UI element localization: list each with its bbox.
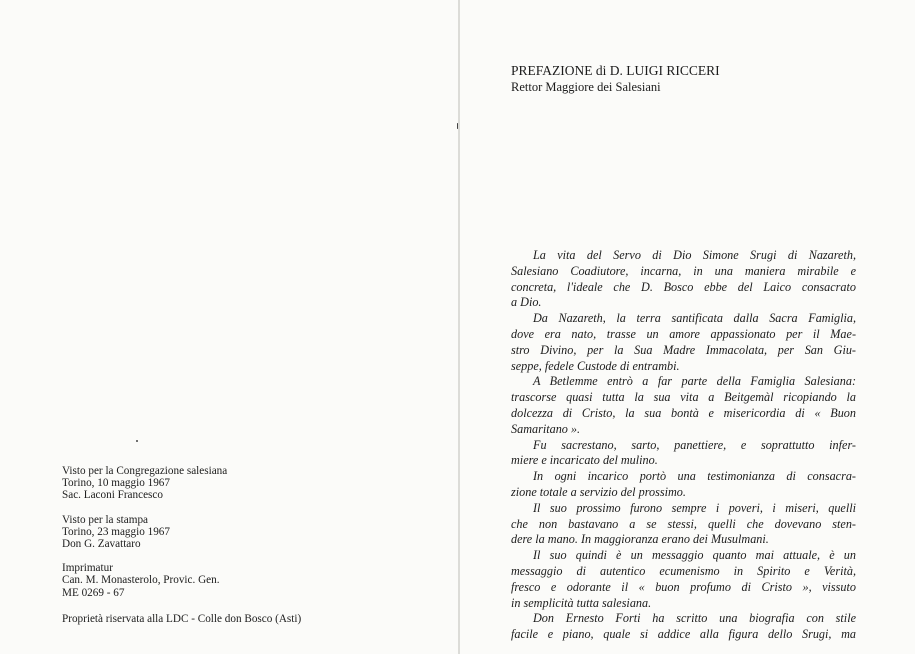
imprint-line: ME 0269 - 67 — [62, 586, 125, 599]
text-line: facile e piano, quale si addice alla figura dello Srugi, ma — [511, 627, 856, 642]
print-speck — [457, 123, 458, 129]
text-line: Don Ernesto Forti ha scritto una biografia con stile — [533, 611, 856, 626]
text-line: Il suo prossimo furono sempre i poveri, i miseri, quelli — [533, 500, 856, 515]
imprint-line: Imprimatur — [62, 562, 113, 575]
imprint-line: Visto per la Congregazione salesiana — [62, 465, 228, 477]
text-line: Il suo quindi è un messaggio quanto mai attuale, è un — [533, 548, 856, 563]
imprimatur — [62, 562, 422, 599]
text-line: Salesiano Coadiutore, incarna, in una maniera mirabile e — [511, 263, 856, 278]
text-line: A Betlemme entrò a far parte della Famiglia Salesiana: — [533, 374, 856, 389]
imprint-line: Torino, 10 maggio 1967 — [62, 477, 170, 490]
imprint-line: Torino, 23 maggio 1967 — [62, 525, 170, 538]
text-line: Samaritano ». — [511, 421, 581, 436]
imprint-line: Don G. Zavattaro — [62, 538, 141, 551]
text-line: in semplicità tutta salesiana. — [511, 595, 652, 610]
text-line: dere la mano. In maggioranza erano dei Musulmani. — [511, 532, 769, 547]
press-approval — [62, 514, 422, 551]
text-line: a Dio. — [511, 295, 542, 310]
text-line: stro Divino, per la Sua Madre Immacolata, per San Giu- — [511, 342, 856, 357]
congregation-approval — [62, 465, 422, 502]
imprint-line: Sac. Laconi Francesco — [62, 489, 163, 502]
print-speck — [136, 440, 138, 442]
preface-body — [511, 248, 856, 643]
text-line: seppe, fedele Custode di entrambi. — [511, 358, 680, 373]
text-line: che non bastavano a se stessi, quelli che dovevano sten- — [511, 516, 856, 531]
property-notice: Proprietà riservata alla LDC - Colle don Bosco (Asti) — [62, 612, 302, 625]
text-line: La vita del Servo di Dio Simone Srugi di Nazareth, — [533, 248, 856, 262]
preface-title: PREFAZIONE di D. LUIGI RICCERI — [511, 63, 720, 78]
text-line: In ogni incarico portò una testimonianza di consacra- — [533, 469, 856, 484]
text-line: Fu sacrestano, sarto, panettiere, e soprattutto infer- — [533, 437, 856, 452]
text-line: miere e incaricato del mulino. — [511, 453, 658, 468]
preface-subtitle: Rettor Maggiore dei Salesiani — [511, 80, 661, 94]
text-line: concreta, l'ideale che D. Bosco ebbe del Laico consacrato — [511, 279, 856, 294]
text-line: fresco e odorante il « buon profumo di Cristo », vissuto — [511, 579, 856, 594]
imprint-line: Visto per la stampa — [62, 513, 149, 526]
text-line: dolcezza di Cristo, la sua bontà e misericordia di « Buon — [511, 405, 856, 420]
text-line: Da Nazareth, la terra santificata dalla Sacra Famiglia, — [533, 311, 856, 326]
text-line: zione totale a servizio del prossimo. — [511, 484, 686, 499]
text-line: messaggio di autentico ecumenismo in Spirito e Verità, — [511, 563, 856, 578]
text-line: dove era nato, trasse un amore appassionato per il Mae- — [511, 326, 856, 341]
imprint-line: Can. M. Monasterolo, Provic. Gen. — [62, 574, 220, 587]
imprint-block — [62, 465, 422, 625]
text-line: trascorse quasi tutta la sua vita a Beitgemàl ricopiando la — [511, 390, 856, 405]
